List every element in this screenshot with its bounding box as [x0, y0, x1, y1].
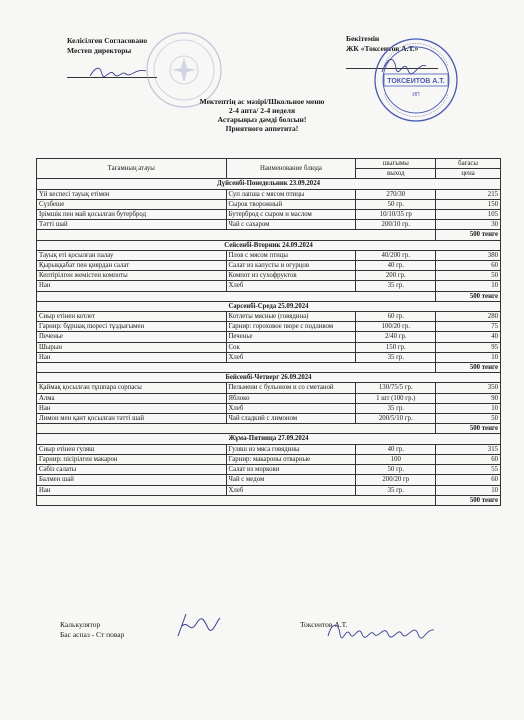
menu-title	[0, 97, 524, 133]
dish-price: 215	[436, 189, 501, 199]
day-header-row	[37, 373, 501, 383]
dish-quantity: 2/40 гр.	[356, 332, 436, 342]
day-total: 500 тенге	[436, 230, 501, 240]
dish-price: 60	[436, 454, 501, 464]
day-title: Бейсенбі-Четверг 26.09.2024	[37, 373, 501, 383]
dish-price: 280	[436, 312, 501, 322]
dish-name-ru: Салат из моркови	[226, 465, 356, 475]
dish-name-ru: Гарнир: макароны отварные	[226, 454, 356, 464]
menu-item-row	[37, 199, 501, 209]
title-line4: Приятного аппетита!	[225, 124, 299, 133]
dish-name-kz: Нан	[37, 352, 227, 362]
dish-name-ru: Гуляш из мяса говядины	[226, 444, 356, 454]
approval-right-line2: ЖК «Токсеитов А.Т.»	[346, 44, 419, 53]
signature-footer-left-icon	[172, 610, 222, 642]
day-total-spacer	[37, 424, 436, 434]
dish-name-kz: Шырын	[37, 342, 227, 352]
dish-quantity: 35 гр.	[356, 352, 436, 362]
dish-quantity: 40/200 гр.	[356, 250, 436, 260]
approval-left-block	[67, 36, 147, 56]
signature-left-icon	[88, 62, 148, 80]
footer-calculator: Калькулятор	[60, 620, 101, 629]
dish-price: 90	[436, 393, 501, 403]
dish-name-ru: Котлеты мясные (говядина)	[226, 312, 356, 322]
menu-item-row	[37, 332, 501, 342]
dish-price: 50	[436, 271, 501, 281]
menu-item-row	[37, 352, 501, 362]
header-qty-bottom: выход	[356, 169, 436, 179]
dish-name-ru: Гарнир: гороховое пюре с подливом	[226, 322, 356, 332]
day-header-row	[37, 240, 501, 250]
header-col-ru: Наименование блюда	[226, 159, 356, 179]
day-title: Дүйсенбі-Понедельник 23.09.2024	[37, 179, 501, 189]
title-line1: Мектептің ас мәзірі/Школьное меню	[199, 97, 325, 106]
dish-name-kz: Лимон мен қант қосылған тәтті шай	[37, 414, 227, 424]
approval-left-line2: Местеп директоры	[67, 46, 132, 55]
dish-name-ru: Хлеб	[226, 281, 356, 291]
dish-name-ru: Плов с мясом птицы	[226, 250, 356, 260]
menu-item-row	[37, 383, 501, 393]
day-title: Сәрсенбі-Среда 25.09.2024	[37, 301, 501, 311]
day-total-row	[37, 363, 501, 373]
dish-price: 60	[436, 475, 501, 485]
day-total-row	[37, 495, 501, 505]
menu-item-row	[37, 342, 501, 352]
dish-name-kz: Балмен шай	[37, 475, 227, 485]
dish-quantity: 200/20 гр	[356, 475, 436, 485]
dish-price: 95	[436, 342, 501, 352]
footer-right-name: Токсеитов А.Т.	[300, 620, 348, 629]
dish-price: 105	[436, 210, 501, 220]
day-total-row	[37, 291, 501, 301]
dish-name-kz: Печенье	[37, 332, 227, 342]
day-header-row	[37, 179, 501, 189]
header-price-top: бағасы	[436, 159, 501, 169]
day-title: Сейсенбі-Вторник 24.09.2024	[37, 240, 501, 250]
dish-price: 30	[436, 220, 501, 230]
dish-quantity: 270/30	[356, 189, 436, 199]
dish-name-kz: Сәбіз салаты	[37, 465, 227, 475]
dish-name-ru: Сырок творожный	[226, 199, 356, 209]
title-line3: Астарыңыз дәмді болсын!	[217, 115, 307, 124]
table-header-row	[37, 159, 501, 169]
dish-quantity: 100	[356, 454, 436, 464]
dish-name-ru: Хлеб	[226, 485, 356, 495]
menu-item-row	[37, 454, 501, 464]
menu-item-row	[37, 281, 501, 291]
menu-item-row	[37, 312, 501, 322]
header-qty-top: шығымы	[356, 159, 436, 169]
dish-name-ru: Бутерброд с сыром и маслом	[226, 210, 356, 220]
menu-item-row	[37, 220, 501, 230]
dish-price: 55	[436, 465, 501, 475]
dish-name-kz: Нан	[37, 281, 227, 291]
svg-text:ИП: ИП	[412, 92, 420, 98]
signature-footer-right-icon	[326, 618, 436, 642]
dish-name-kz: Тауық еті қосылған палау	[37, 250, 227, 260]
dish-name-kz: Гарнир: пісірілген макарон	[37, 454, 227, 464]
dish-quantity: 35 гр.	[356, 403, 436, 413]
dish-quantity: 10/10/35 гр	[356, 210, 436, 220]
dish-quantity: 40 гр.	[356, 261, 436, 271]
dish-price: 150	[436, 199, 501, 209]
day-total-spacer	[37, 495, 436, 505]
menu-item-row	[37, 414, 501, 424]
dish-name-kz: Гарнир: бұршақ пюресі тұздығымен	[37, 322, 227, 332]
day-total: 500 тенге	[436, 291, 501, 301]
dish-quantity: 35 гр.	[356, 281, 436, 291]
dish-name-ru: Чай с сахаром	[226, 220, 356, 230]
menu-item-row	[37, 210, 501, 220]
dish-price: 350	[436, 383, 501, 393]
day-total-spacer	[37, 291, 436, 301]
menu-item-row	[37, 250, 501, 260]
dish-quantity: 50 гр.	[356, 465, 436, 475]
title-line2: 2-4 апта/ 2-4 неделя	[228, 106, 296, 115]
dish-name-kz: Сиыр етінен гуляш	[37, 444, 227, 454]
day-title: Жұма-Пятница 27.09.2024	[37, 434, 501, 444]
dish-price: 10	[436, 352, 501, 362]
day-header-row	[37, 434, 501, 444]
menu-table-body	[37, 159, 501, 506]
day-total-row	[37, 424, 501, 434]
dish-name-kz: Қырыққабат пен қиярдан салат	[37, 261, 227, 271]
dish-name-kz: Тәтті шай	[37, 220, 227, 230]
day-total-spacer	[37, 230, 436, 240]
dish-quantity: 60 гр.	[356, 312, 436, 322]
dish-name-ru: Суп лапша с мясом птицы	[226, 189, 356, 199]
day-total-row	[37, 230, 501, 240]
dish-name-ru: Чай с медом	[226, 475, 356, 485]
dish-quantity: 100/20 гр.	[356, 322, 436, 332]
day-total-spacer	[37, 363, 436, 373]
header-price-bottom: цена	[436, 169, 501, 179]
day-total: 500 тенге	[436, 363, 501, 373]
dish-name-ru: Салат из капусты и огурцов	[226, 261, 356, 271]
footer-left	[60, 620, 124, 640]
dish-name-kz: Сүзбеше	[37, 199, 227, 209]
dish-name-ru: Пельмени с бульоном и со сметаной	[226, 383, 356, 393]
dish-name-kz: Кептірілген жемістен компоты	[37, 271, 227, 281]
dish-quantity: 200/5/10 гр.	[356, 414, 436, 424]
menu-item-row	[37, 189, 501, 199]
dish-quantity: 50 гр.	[356, 199, 436, 209]
menu-item-row	[37, 444, 501, 454]
footer-chef: Бас аспаз - Ст повар	[60, 630, 125, 639]
dish-quantity: 35 гр.	[356, 485, 436, 495]
day-total: 500 тенге	[436, 495, 501, 505]
dish-quantity: 200/10 гр.	[356, 220, 436, 230]
dish-price: 10	[436, 281, 501, 291]
menu-table	[36, 158, 501, 506]
dish-price: 50	[436, 414, 501, 424]
dish-price: 75	[436, 322, 501, 332]
menu-item-row	[37, 485, 501, 495]
dish-name-kz: Сиыр етінен котлет	[37, 312, 227, 322]
header-col-kz: Тағамның атауы	[37, 159, 227, 179]
dish-price: 40	[436, 332, 501, 342]
dish-price: 315	[436, 444, 501, 454]
dish-quantity: 150 гр.	[356, 342, 436, 352]
dish-name-ru: Чай сладкий с лимоном	[226, 414, 356, 424]
svg-text:ТОКСЕИТОВ А.Т.: ТОКСЕИТОВ А.Т.	[387, 78, 445, 85]
menu-item-row	[37, 475, 501, 485]
dish-name-ru: Хлеб	[226, 403, 356, 413]
dish-name-kz: Ірімшік пен май қосылған бутерброд	[37, 210, 227, 220]
dish-name-ru: Печенье	[226, 332, 356, 342]
dish-name-ru: Яблоко	[226, 393, 356, 403]
dish-price: 60	[436, 261, 501, 271]
dish-name-kz: Алма	[37, 393, 227, 403]
dish-price: 10	[436, 485, 501, 495]
dish-name-kz: Нан	[37, 403, 227, 413]
menu-item-row	[37, 322, 501, 332]
dish-price: 10	[436, 403, 501, 413]
approval-left-line1: Келісілген Согласовано	[67, 36, 148, 45]
dish-name-kz: Нан	[37, 485, 227, 495]
dish-quantity: 130/75/5 гр.	[356, 383, 436, 393]
menu-item-row	[37, 261, 501, 271]
dish-name-ru: Хлеб	[226, 352, 356, 362]
dish-name-kz: Қаймақ қосылған тұшпара сорпасы	[37, 383, 227, 393]
dish-quantity: 1 шт (100 гр.)	[356, 393, 436, 403]
dish-name-ru: Сок	[226, 342, 356, 352]
dish-name-kz: Үй кеспесі тауық етімен	[37, 189, 227, 199]
dish-quantity: 200 гр.	[356, 271, 436, 281]
dish-name-ru: Компот из сухофруктов	[226, 271, 356, 281]
dish-price: 380	[436, 250, 501, 260]
signature-right-icon	[378, 54, 428, 78]
day-header-row	[37, 301, 501, 311]
day-total: 500 тенге	[436, 424, 501, 434]
menu-item-row	[37, 393, 501, 403]
approval-right-line1: Бекітемін	[346, 34, 380, 43]
menu-item-row	[37, 271, 501, 281]
dish-quantity: 40 гр.	[356, 444, 436, 454]
menu-item-row	[37, 403, 501, 413]
menu-item-row	[37, 465, 501, 475]
